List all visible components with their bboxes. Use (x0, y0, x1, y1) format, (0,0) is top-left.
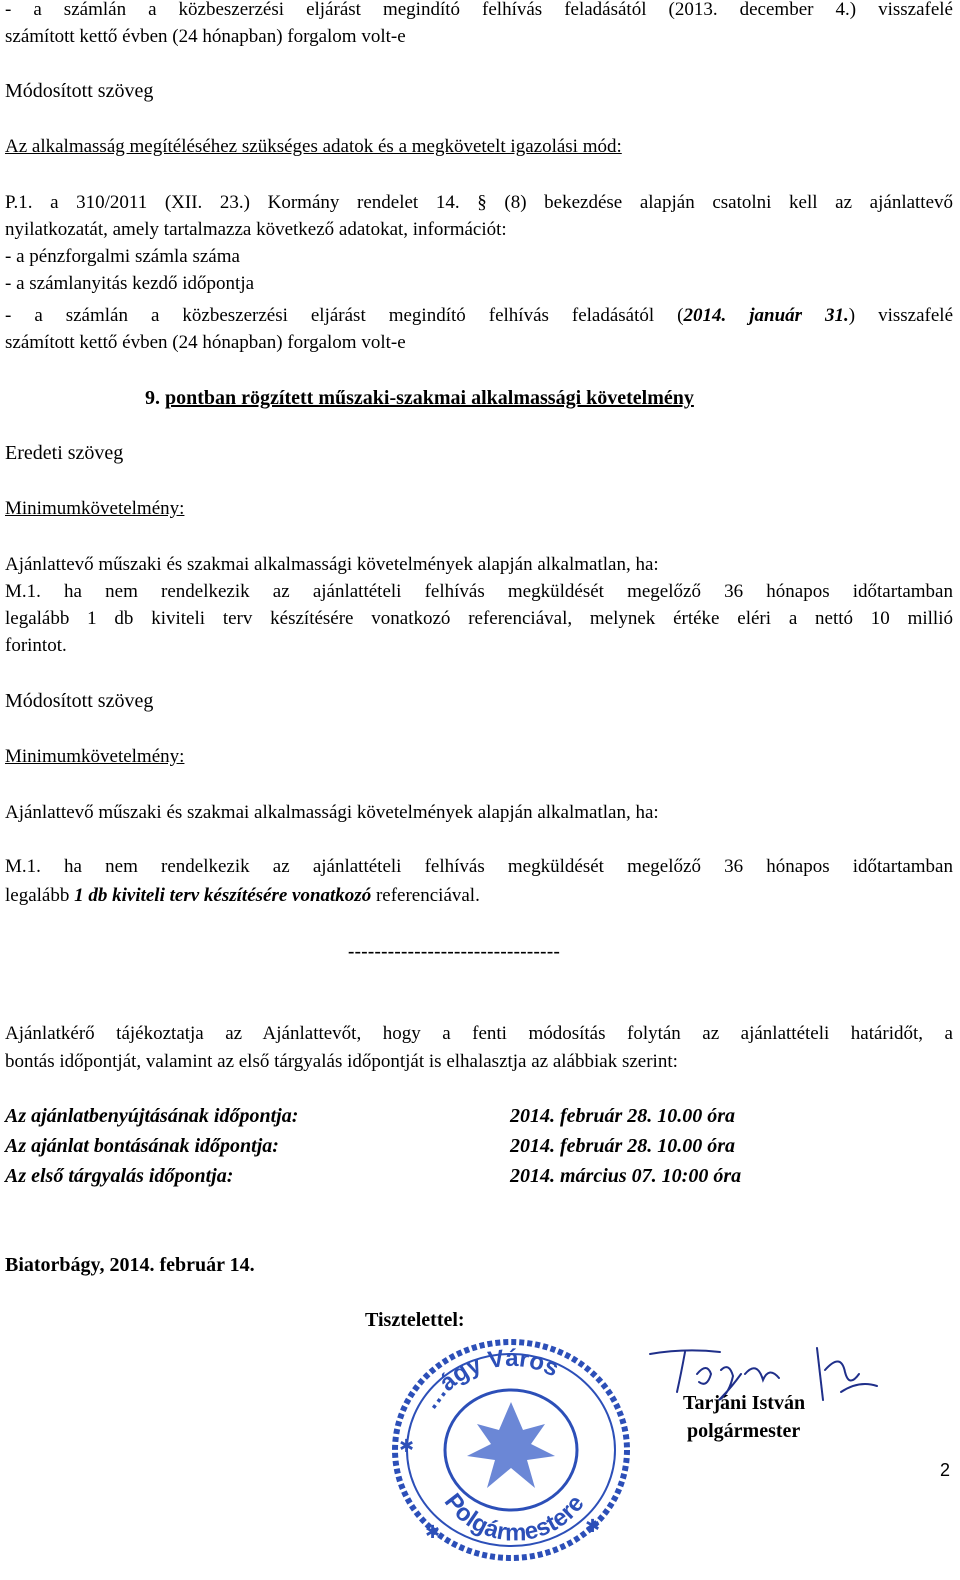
paragraph-line: Ajánlattevő műszaki és szakmai alkalmassági követelmények alapján alkalmatlan, ha: (5, 802, 659, 823)
paragraph-line: számított kettő évben (24 hónapban) forgalom volt-e (5, 332, 406, 353)
text-run: legalább (5, 885, 75, 906)
svg-text:✱: ✱ (399, 1436, 415, 1457)
paragraph-line: bontás időpontját, valamint az első tárgyalás időpontját is elhalasztja az alábbiak szerint: (5, 1051, 678, 1072)
bold-italic-run: 1 db kiviteli terv készítésére vonatkozó (74, 885, 372, 906)
text-run: (8) bekezdése alapján csatolni kell az ajánlattevő (504, 192, 954, 213)
section-heading: Módosított szöveg (5, 690, 154, 712)
svg-text:✱: ✱ (425, 1522, 441, 1543)
section-number: 9. (145, 387, 160, 409)
schedule-value: 2014. február 28. 10.00 óra (510, 1105, 736, 1127)
schedule-label: Az ajánlatbenyújtásának időpontja: (5, 1105, 299, 1127)
schedule-label: Az első tárgyalás időpontja: (5, 1165, 234, 1187)
section-heading: Módosított szöveg (5, 80, 154, 102)
highlighted-date: 2014. január 31. (683, 305, 849, 326)
separator: -------------------------------- (348, 941, 561, 962)
body-line: számított kettő évben (24 hónapban) forgalom volt-e (5, 26, 406, 47)
section-heading: Eredeti szöveg (5, 442, 124, 464)
paragraph-line (5, 302, 953, 329)
subheading: Minimumkövetelmény: (5, 746, 185, 767)
paragraph-line (5, 189, 953, 216)
text-run: ) visszafelé (848, 305, 954, 326)
schedule-value: 2014. február 28. 10.00 óra (510, 1135, 736, 1157)
paragraph-line: legalább 1 db kiviteli terv készítésére vonatkozó referenciával, melynek értéke eléri a nettó 10 millió (5, 608, 953, 629)
schedule-value: 2014. március 07. 10:00 óra (510, 1165, 742, 1187)
svg-text:✱: ✱ (585, 1516, 601, 1537)
section-sign: § (477, 192, 487, 213)
page-number: 2 (940, 1460, 951, 1480)
text-run: referenciával. (371, 885, 480, 906)
stamp-top-text: …ágy Város (416, 1344, 563, 1415)
paragraph-line: M.1. ha nem rendelkezik az ajánlattételi felhívás megküldését megelőző 36 hónapos időtartamban (5, 581, 953, 602)
paragraph-line: - a számlanyitás kezdő időpontja (5, 273, 255, 294)
schedule-label: Az ajánlat bontásának időpontja: (5, 1135, 279, 1157)
paragraph-line: - a pénzforgalmi számla száma (5, 246, 240, 267)
subheading: Az alkalmasság megítéléséhez szükséges adatok és a megkövetelt igazolási mód: (5, 136, 622, 157)
text-run: - a számlán a közbeszerzési eljárást megindító felhívás feladásától ( (5, 305, 684, 326)
paragraph-line: nyilatkozatát, amely tartalmazza következő adatokat, információt: (5, 219, 507, 240)
signatory-title: polgármester (687, 1420, 801, 1442)
official-stamp (385, 1332, 637, 1564)
stamp-bottom-text: Polgármestere (438, 1488, 590, 1547)
paragraph-line: Ajánlatkérő tájékoztatja az Ajánlattevőt, hogy a fenti módosítás folytán az ajánlattételi határidőt, a (5, 1023, 953, 1044)
paragraph-line: M.1. ha nem rendelkezik az ajánlattételi felhívás megküldését megelőző 36 hónapos időtartamban (5, 856, 953, 877)
signatory-name: Tarjáni István (683, 1392, 806, 1414)
paragraph-line (5, 882, 480, 909)
paragraph-line: Ajánlattevő műszaki és szakmai alkalmassági követelmények alapján alkalmatlan, ha: (5, 554, 659, 575)
paragraph-line: forintot. (5, 635, 67, 656)
subheading: Minimumkövetelmény: (5, 498, 185, 519)
section-title-text: pontban rögzített műszaki-szakmai alkalmassági követelmény (165, 387, 694, 409)
section-title (145, 385, 694, 412)
text-run: P.1. a 310/2011 (XII. 23.) Kormány rendelet 14. (5, 192, 460, 213)
closing: Tisztelettel: (365, 1309, 465, 1331)
body-line: - a számlán a közbeszerzési eljárást megindító felhívás feladásától (2013. december 4.) visszafelé (5, 0, 953, 20)
place-date: Biatorbágy, 2014. február 14. (5, 1254, 255, 1276)
